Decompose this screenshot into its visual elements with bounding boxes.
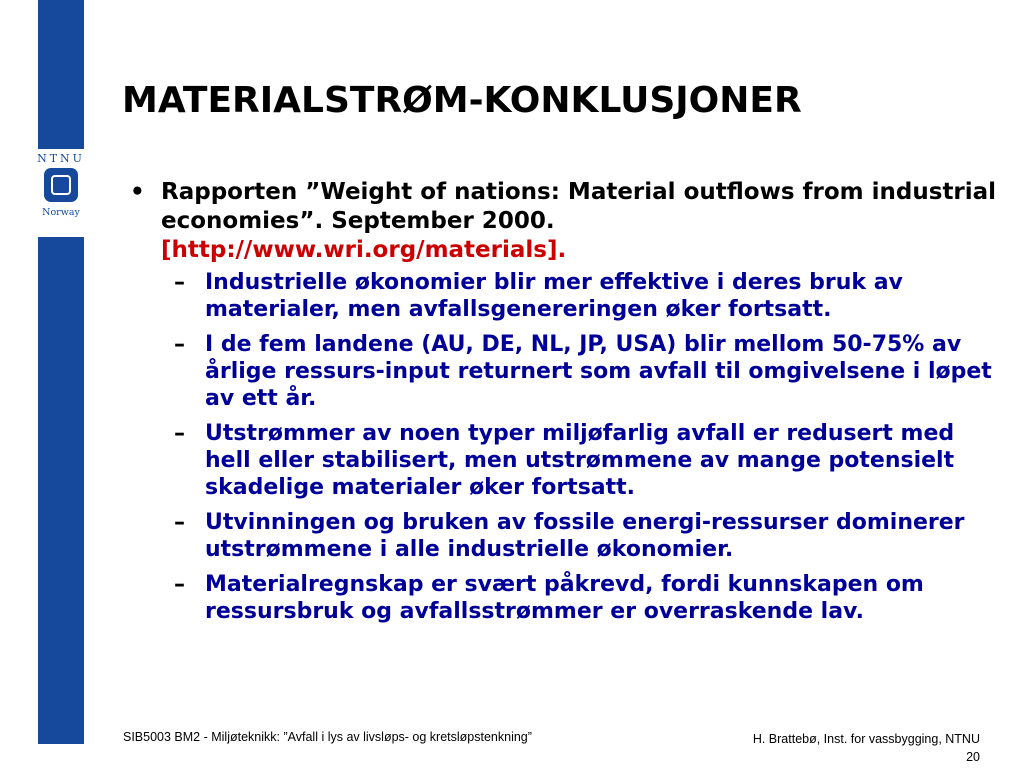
- dash-marker: –: [174, 510, 185, 535]
- footer-author: H. Brattebø, Inst. for vassbygging, NTNU: [752, 732, 980, 746]
- logo-ntnu-text: NTNU: [37, 152, 85, 165]
- sub-bullet-text: I de fem landene (AU, DE, NL, JP, USA) blir mellom 50-75% av årlige ressurs-input returnert som avfall til omgivelsene i løpet av ett år.: [205, 332, 992, 411]
- sub-bullet-item: [130, 269, 1000, 323]
- footer-course-info: SIB5003 BM2 - Miljøteknikk: ”Avfall i lys av livsløps- og kretsløpstenkning”: [123, 730, 532, 744]
- slide-content: [130, 178, 1000, 633]
- dash-marker: –: [174, 421, 185, 446]
- sub-bullet-text: Utstrømmer av noen typer miljøfarlig avfall er redusert med hell eller stabilisert, men utstrømmene av mange potensielt skadelige materialer øker fortsatt.: [205, 421, 955, 500]
- dash-marker: –: [174, 572, 185, 597]
- dash-marker: –: [174, 270, 185, 295]
- sidebar-bar: [38, 0, 84, 744]
- bullet-text: Rapporten ”Weight of nations: Material outflows from industrial economies”. September 2000.: [161, 179, 997, 234]
- sub-bullet-item: [130, 509, 1000, 563]
- report-link[interactable]: [http://www.wri.org/materials].: [161, 237, 567, 263]
- sub-bullet-text: Industrielle økonomier blir mer effektive i deres bruk av materialer, men avfallsgenereringen øker fortsatt.: [205, 270, 903, 322]
- footer-author-block: [753, 730, 980, 766]
- sub-bullet-text: Utvinningen og bruken av fossile energi-ressurser dominerer utstrømmene i alle industrielle økonomier.: [205, 510, 965, 562]
- sub-bullet-item: [130, 420, 1000, 501]
- logo-inner-square: [51, 175, 71, 195]
- ntnu-logo-icon: [44, 168, 78, 202]
- bullet-marker: •: [130, 179, 145, 205]
- logo-norway-text: Norway: [42, 207, 80, 218]
- dash-marker: –: [174, 332, 185, 357]
- main-bullet: [130, 178, 1000, 265]
- sub-bullet-item: [130, 331, 1000, 412]
- slide-title: MATERIALSTRØM-KONKLUSJONER: [122, 80, 802, 121]
- sub-bullet-text: Materialregnskap er svært påkrevd, fordi kunnskapen om ressursbruk og avfallsstrømmer er overraskende lav.: [205, 572, 924, 624]
- ntnu-logo: [33, 149, 89, 237]
- page-number: 20: [966, 750, 980, 764]
- sub-bullet-item: [130, 571, 1000, 625]
- sub-bullet-list: [130, 269, 1000, 625]
